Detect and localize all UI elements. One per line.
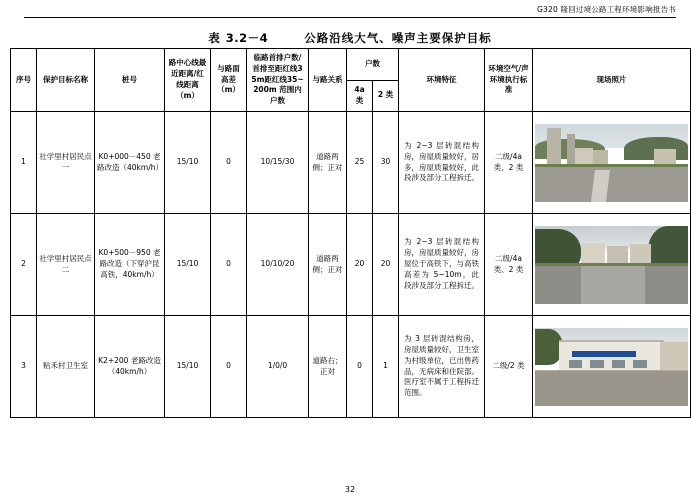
cell-stake: K0+500－950 老路改造（下穿沪昆高铁，40km/h） [95, 214, 165, 316]
table-row [11, 316, 691, 418]
cell-standard: 二级/4a 类、2 类 [485, 112, 533, 214]
cell-households: 10/10/20 [247, 214, 309, 316]
roadside-village-photo-2 [535, 226, 688, 304]
cell-feature: 为 2~3 层砖混结构房，房屋质量较好，房屋位于高铁下，与高铁高差为 5~10m，此段涉及部分工程拆迁。 [399, 214, 485, 316]
col-header-height-diff: 与路面高差（m） [211, 49, 247, 112]
col-header-feature: 环境特征 [399, 49, 485, 112]
page-number: 32 [344, 485, 356, 494]
table-header-row [11, 49, 691, 81]
col-header-distance: 路中心线最近距离/红线距离（m） [165, 49, 211, 112]
cell-name: 粘禾村卫生室 [37, 316, 95, 418]
table-caption-label: 表 [208, 31, 221, 45]
cell-index: 1 [11, 112, 37, 214]
cell-relation: 道路两侧；正对 [309, 214, 347, 316]
table-caption-number: 3.2－4 [225, 31, 269, 45]
cell-index: 2 [11, 214, 37, 316]
table-caption-text: 公路沿线大气、噪声主要保护目标 [304, 31, 492, 45]
cell-height-diff: 0 [211, 214, 247, 316]
cell-feature: 为 2~3 层砖混结构房，房屋质量较好，居多，房屋质量较好，此段涉及部分工程拆迁。 [399, 112, 485, 214]
cell-height-diff: 0 [211, 316, 247, 418]
running-title: G320 隆回过境公路工程环境影响报告书 [536, 5, 676, 14]
col-header-count: 户数 [347, 49, 399, 81]
col-header-households: 临路首排户数/首排至距红线35m距红线35~200m 范围内户数 [247, 49, 309, 112]
table-row [11, 214, 691, 316]
cell-relation: 道路两侧；正对 [309, 112, 347, 214]
cell-count-2: 30 [373, 112, 399, 214]
cell-standard: 二级/4a 类、2 类 [485, 214, 533, 316]
cell-households: 1/0/0 [247, 316, 309, 418]
cell-count-4a: 0 [347, 316, 373, 418]
col-subheader-4a: 4a 类 [347, 80, 373, 112]
cell-households: 10/15/30 [247, 112, 309, 214]
cell-index: 3 [11, 316, 37, 418]
cell-count-4a: 20 [347, 214, 373, 316]
col-header-name: 保护目标名称 [37, 49, 95, 112]
col-header-index: 序号 [11, 49, 37, 112]
cell-feature: 为 3 层砖混结构房，房屋质量较好，卫生室为村级单位，已出售药品，无病床和住院部。医疗室不属于工程拆迁范围。 [399, 316, 485, 418]
cell-count-4a: 25 [347, 112, 373, 214]
protection-targets-table [10, 48, 691, 418]
cell-name: 社学里村居民点二 [37, 214, 95, 316]
cell-count-2: 1 [373, 316, 399, 418]
cell-count-2: 20 [373, 214, 399, 316]
cell-relation: 道路右；正对 [309, 316, 347, 418]
cell-stake: K2+200 老路改造（40km/h） [95, 316, 165, 418]
village-clinic-photo-3 [535, 328, 688, 406]
col-subheader-2: 2 类 [373, 80, 399, 112]
roadside-village-photo-1 [535, 124, 688, 202]
cell-photo [533, 112, 691, 214]
cell-stake: K0+000－450 老路改造（40km/h） [95, 112, 165, 214]
cell-photo [533, 316, 691, 418]
cell-photo [533, 214, 691, 316]
cell-distance: 15/10 [165, 214, 211, 316]
cell-standard: 二级/2 类 [485, 316, 533, 418]
cell-name: 社学里村居民点一 [37, 112, 95, 214]
table-row [11, 112, 691, 214]
cell-distance: 15/10 [165, 112, 211, 214]
col-header-stake: 桩号 [95, 49, 165, 112]
col-header-relation: 与路关系 [309, 49, 347, 112]
table-caption [0, 30, 700, 46]
page-header [0, 0, 700, 22]
cell-distance: 15/10 [165, 316, 211, 418]
col-header-photo: 现场照片 [533, 49, 691, 112]
header-divider [24, 17, 676, 18]
cell-height-diff: 0 [211, 112, 247, 214]
col-header-standard: 环境空气/声环境执行标准 [485, 49, 533, 112]
